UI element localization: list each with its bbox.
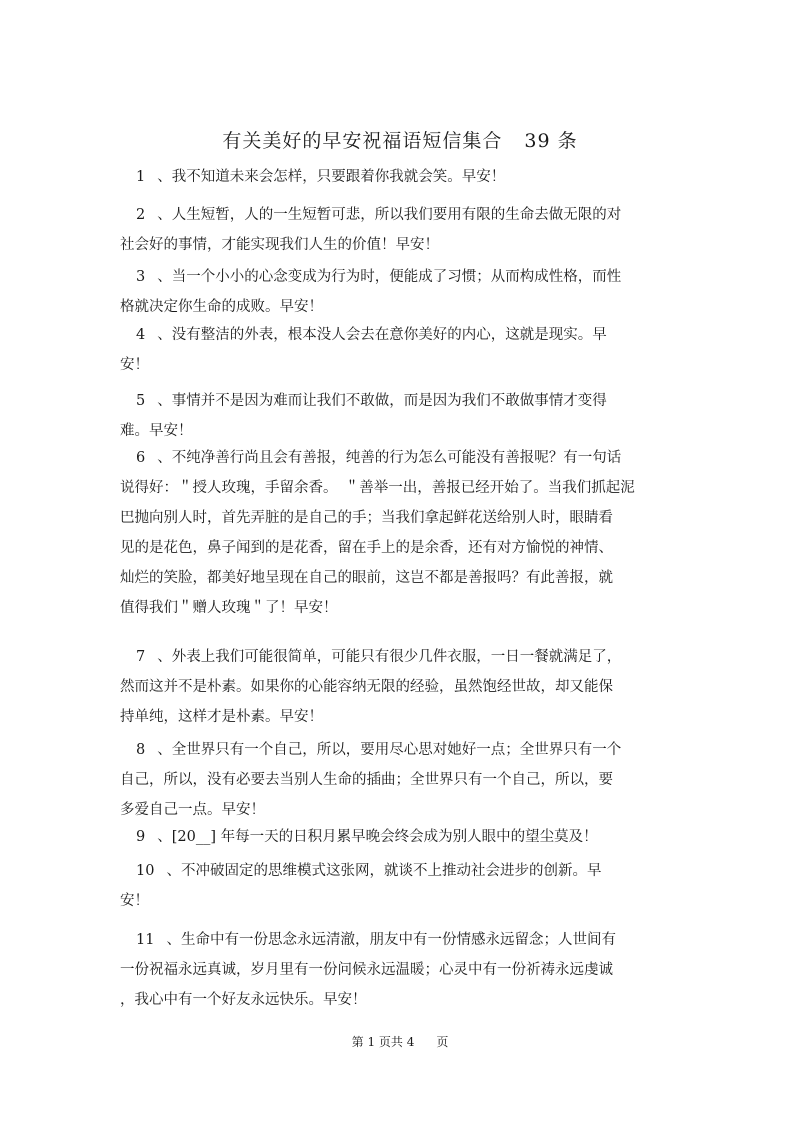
item-line: 安！ (120, 357, 149, 373)
item-number: 5 (136, 393, 146, 409)
page-suffix: 页 (436, 1035, 449, 1049)
item-line: 见的是花色，鼻子闻到的是花香，留在手上的是余香，还有对方愉悦的神情、 (120, 540, 613, 556)
item-line: 值得我们＂赠人玫瑰＂了！早安！ (120, 600, 338, 616)
item-first-line (120, 320, 660, 350)
title-text: 有关美好的早安祝福语短信集合 (222, 130, 503, 152)
item-first-line (120, 856, 660, 886)
item-line: 一份祝福永远真诚，岁月里有一份问候永远温暖；心灵中有一份祈祷永远虔诚 (120, 962, 613, 978)
item-number: 4 (136, 327, 146, 343)
item-line: 自己，所以，没有必要去当别人生命的插曲；全世界只有一个自己，所以，要 (120, 772, 613, 788)
list-item (120, 822, 660, 852)
item-number: 3 (136, 269, 146, 285)
item-text: 、[20__] 年每一天的日积月累早晚会终会成为别人眼中的望尘莫及！ (157, 829, 598, 845)
item-text: 、事情并不是因为难而让我们不敢做，而是因为我们不敢做事情才变得 (157, 393, 607, 409)
item-first-line (120, 200, 660, 230)
item-line: 灿烂的笑脸，都美好地呈现在自己的眼前，这岂不都是善报吗？有此善报，就 (120, 570, 613, 586)
list-item (120, 162, 660, 192)
item-text: 、外表上我们可能很简单，可能只有很少几件衣服，一日一餐就满足了， (157, 649, 622, 665)
item-number: 1 (136, 169, 146, 185)
item-line: 安！ (120, 893, 149, 909)
item-line: 多爱自己一点。早安！ (120, 802, 265, 818)
list-item (120, 642, 660, 732)
document-title (0, 126, 800, 153)
item-text: 、不纯净善行尚且会有善报，纯善的行为怎么可能没有善报呢？有一句话 (157, 450, 622, 466)
list-item (120, 386, 660, 446)
list-item (120, 320, 660, 380)
item-first-line (120, 443, 660, 473)
item-first-line (120, 925, 660, 955)
item-text: 、当一个小小的心念变成为行为时，便能成了习惯；从而构成性格，而性 (157, 269, 622, 285)
list-item (120, 856, 660, 916)
item-line: 社会好的事情，才能实现我们人生的价值！早安！ (120, 237, 439, 253)
item-text: 、人生短暂，人的一生短暂可悲，所以我们要用有限的生命去做无限的对 (157, 207, 622, 223)
item-text: 、生命中有一份思念永远清澈，朋友中有一份情感永远留念；人世间有 (166, 932, 616, 948)
list-item (120, 443, 660, 623)
item-line: 格就决定你生命的成败。早安！ (120, 299, 323, 315)
item-line: 然而这并不是朴素。如果你的心能容纳无限的经验，虽然饱经世故，却又能保 (120, 679, 613, 695)
item-line: ，我心中有一个好友永远快乐。早安！ (120, 992, 367, 1008)
list-item (120, 200, 660, 260)
item-first-line (120, 386, 660, 416)
item-text: 、不冲破固定的思维模式这张网，就谈不上推动社会进步的创新。早 (166, 863, 602, 879)
item-number: 2 (136, 207, 146, 223)
item-text: 、没有整洁的外表，根本没人会去在意你美好的内心，这就是现实。早 (157, 327, 607, 343)
item-number: 6 (136, 450, 146, 466)
item-first-line (120, 642, 660, 672)
item-number: 11 (136, 932, 155, 948)
item-line: 难。早安！ (120, 423, 193, 439)
list-item (120, 262, 660, 322)
page-footer (0, 1033, 800, 1050)
list-item (120, 735, 660, 825)
item-number: 9 (136, 829, 146, 845)
item-line: 说得好：＂授人玫瑰，手留余香。 ＂善举一出，善报已经开始了。当我们抓起泥 (120, 480, 635, 496)
page-number: 第 1 页共 4 (351, 1035, 415, 1049)
item-text: 、全世界只有一个自己，所以，要用尽心思对她好一点；全世界只有一个 (157, 742, 622, 758)
item-first-line (120, 735, 660, 765)
item-line: 巴抛向别人时，首先弄脏的是自己的手；当我们拿起鲜花送给别人时，眼睛看 (120, 510, 613, 526)
item-first-line (120, 822, 660, 852)
item-line: 持单纯，这样才是朴素。早安！ (120, 709, 323, 725)
item-first-line (120, 162, 660, 192)
item-number: 8 (136, 742, 146, 758)
item-first-line (120, 262, 660, 292)
item-number: 10 (136, 863, 155, 879)
list-item (120, 925, 660, 1015)
title-count: 39 条 (524, 130, 578, 152)
item-text: 、我不知道未来会怎样，只要跟着你我就会笑。早安！ (157, 169, 506, 185)
item-number: 7 (136, 649, 146, 665)
